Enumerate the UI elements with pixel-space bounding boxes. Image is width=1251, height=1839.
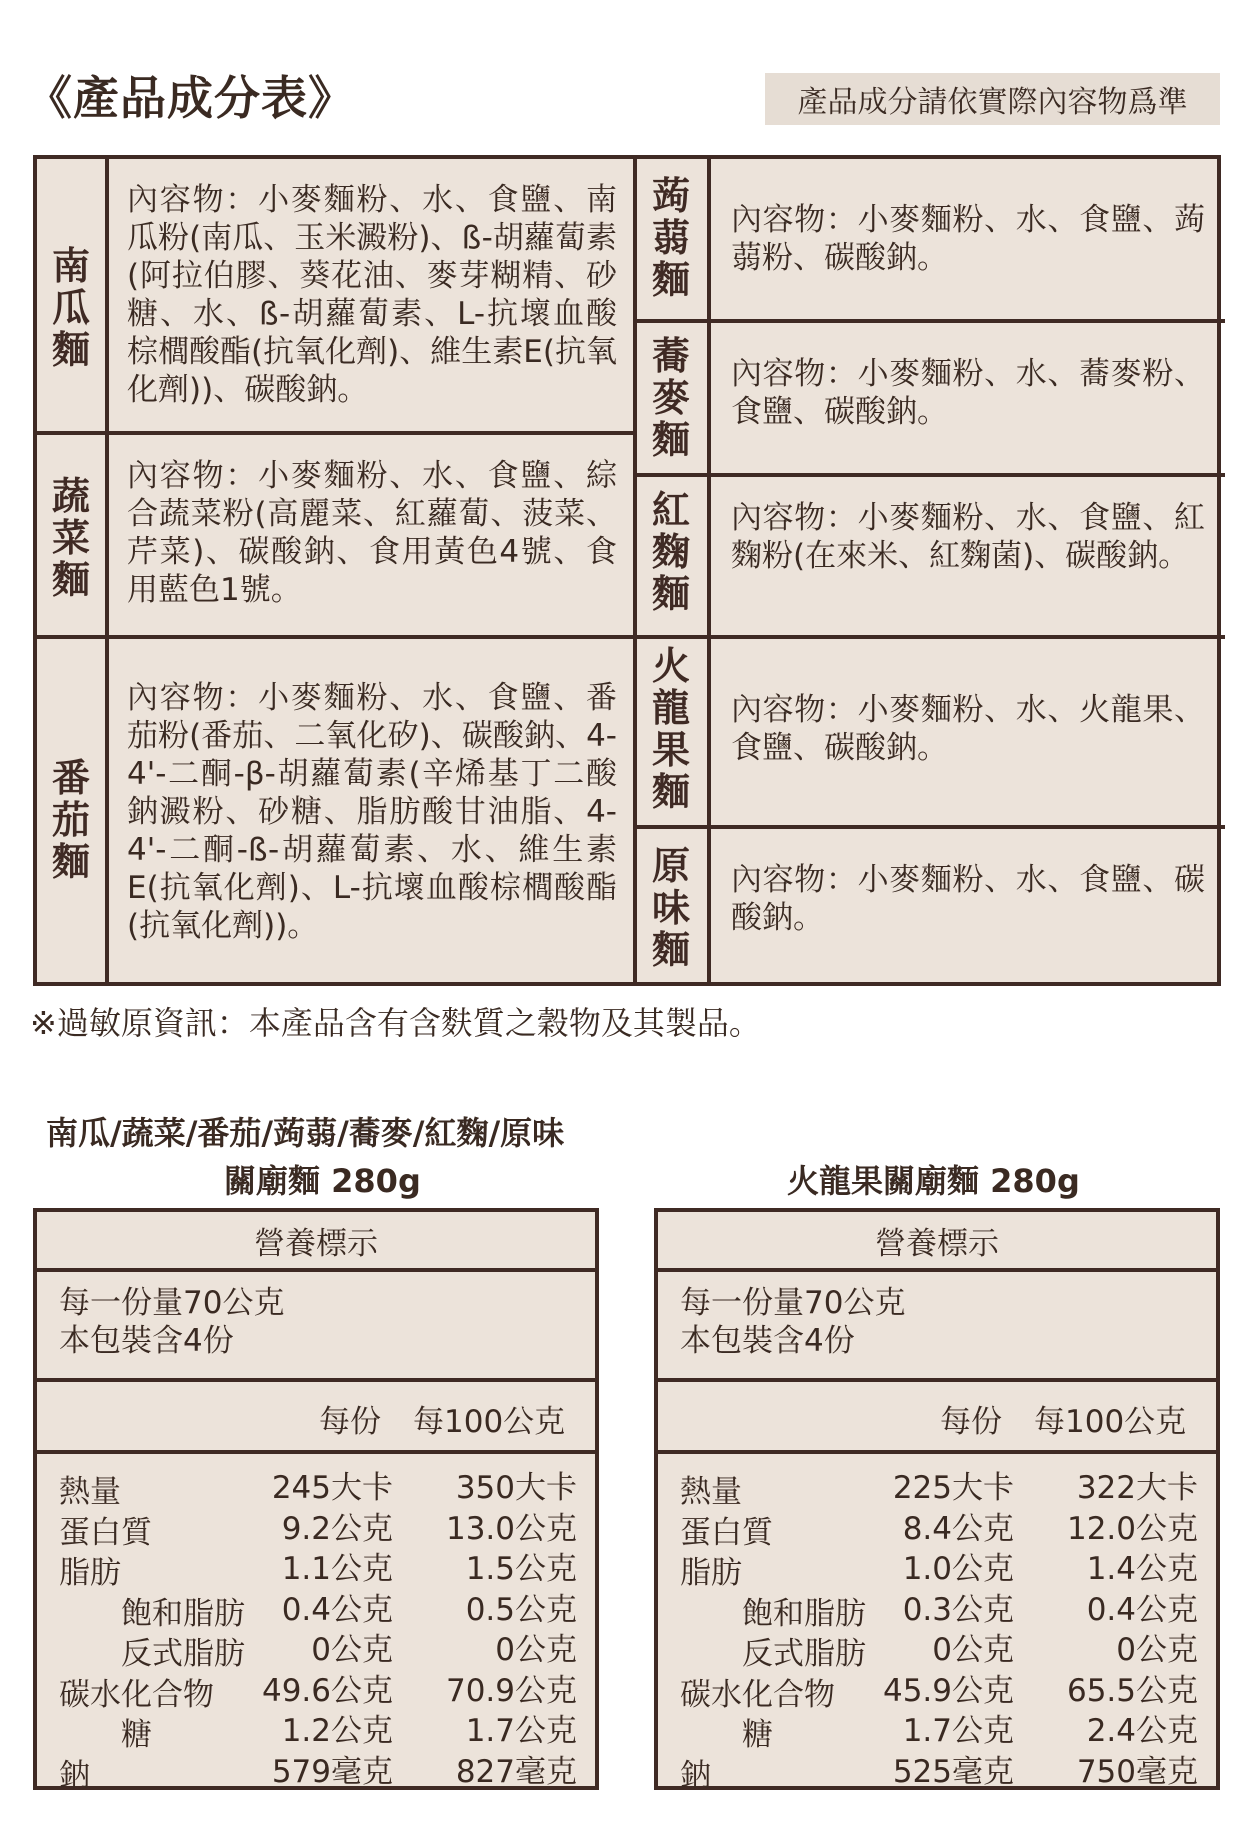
nutrient-label: 反式脂肪	[742, 1636, 866, 1672]
nutrient-label: 碳水化合物	[59, 1676, 214, 1713]
nutrient-per-serving: 1.1公克	[281, 1551, 393, 1587]
column-header-per-100g: 每100公克	[413, 1404, 566, 1440]
label-char: 火	[651, 644, 690, 688]
label-char: 麵	[51, 558, 90, 602]
divider	[105, 159, 109, 982]
label-char: 蔬	[51, 474, 90, 518]
noodle-name-tomato	[48, 757, 94, 883]
nutrient-per-serving: 1.0公克	[902, 1551, 1014, 1587]
nutrient-label: 飽和脂肪	[742, 1595, 866, 1632]
column-header-per-serving: 每份	[940, 1404, 1002, 1440]
serving-size: 每一份量70公克	[59, 1285, 285, 1321]
nutrient-label: 鈉	[680, 1757, 711, 1794]
ingredients-konjac: 內容物：小麥麵粉、水、食鹽、蒟蒻粉、碳酸鈉。	[731, 202, 1205, 276]
label-char: 麵	[51, 840, 90, 884]
nutrient-label: 脂肪	[59, 1555, 121, 1591]
nutrient-per-serving: 1.7公克	[902, 1713, 1014, 1749]
nutrient-per-100g: 322大卡	[1076, 1470, 1198, 1506]
noodle-name-pumpkin	[48, 245, 94, 371]
nutrient-per-serving: 0公克	[311, 1632, 393, 1668]
label-char: 麥	[651, 376, 690, 420]
divider	[37, 1450, 595, 1454]
ingredients-red-yeast: 內容物：小麥麵粉、水、食鹽、紅麴粉(在來米、紅麴菌)、碳酸鈉。	[731, 500, 1205, 574]
label-char: 番	[51, 756, 90, 800]
page-title: 《產品成分表》	[26, 71, 355, 125]
nutrient-per-serving: 0.3公克	[902, 1591, 1014, 1628]
divider	[633, 635, 1225, 639]
ingredients-buckwheat: 內容物：小麥麵粉、水、蕎麥粉、食鹽、碳酸鈉。	[731, 356, 1205, 430]
label-char: 麵	[651, 928, 690, 972]
nutrient-per-serving: 225大卡	[892, 1470, 1014, 1506]
nutrition-header: 營養標示	[254, 1225, 378, 1262]
nutrient-per-100g: 65.5公克	[1066, 1672, 1198, 1709]
nutrient-label: 熱量	[59, 1474, 121, 1510]
label-char: 麵	[651, 770, 690, 814]
divider	[707, 159, 711, 982]
nutrient-per-100g: 0.5公克	[465, 1591, 577, 1628]
divider	[658, 1268, 1216, 1272]
ingredients-table	[33, 155, 1221, 986]
nutrient-label: 碳水化合物	[680, 1676, 835, 1713]
nutrient-per-100g: 827毫克	[455, 1753, 577, 1790]
label-char: 麵	[651, 258, 690, 302]
product-title-line2: 關廟麵 280g	[224, 1162, 421, 1200]
nutrient-label: 飽和脂肪	[121, 1595, 245, 1632]
nutrient-per-100g: 0公克	[1116, 1632, 1198, 1668]
noodle-name-original	[648, 845, 694, 971]
label-char: 龍	[651, 686, 690, 730]
divider	[37, 635, 637, 639]
serving-info	[59, 1284, 284, 1360]
noodle-name-vegetable	[48, 475, 94, 601]
label-char: 麴	[651, 530, 690, 574]
label-char: 蒟	[651, 174, 690, 218]
ingredients-tomato: 內容物：小麥麵粉、水、食鹽、番茄粉(番茄、二氧化矽)、碳酸鈉、4-4'-二酮-β-胡蘿蔔素(辛烯基丁二酸鈉澱粉、砂糖、脂肪酸甘油脂、4-4'-二酮-ß-胡蘿蔔素、水、維生素E(抗氧化劑)、L-抗壞血酸棕櫚酸酯(抗氧化劑))。	[127, 680, 617, 944]
label-char: 蒻	[651, 216, 690, 260]
nutrient-label: 脂肪	[680, 1555, 742, 1591]
label-char: 味	[651, 886, 690, 930]
nutrient-per-100g: 1.4公克	[1086, 1551, 1198, 1587]
nutrient-per-serving: 0公克	[932, 1632, 1014, 1668]
serving-info	[680, 1284, 905, 1360]
allergen-info: ※過敏原資訊：本產品含有含麩質之穀物及其製品。	[30, 1004, 761, 1042]
servings-per-package: 本包裝含4份	[680, 1323, 855, 1359]
nutrient-per-100g: 70.9公克	[445, 1672, 577, 1709]
nutrient-per-serving: 8.4公克	[902, 1510, 1014, 1547]
nutrition-panel	[654, 1208, 1220, 1794]
divider	[37, 1268, 595, 1272]
label-char: 原	[651, 844, 690, 888]
nutrient-per-100g: 2.4公克	[1086, 1713, 1198, 1749]
divider	[633, 319, 1225, 323]
ingredients-pumpkin: 內容物：小麥麵粉、水、食鹽、南瓜粉(南瓜、玉米澱粉)、ß-胡蘿蔔素(阿拉伯膠、葵花油、麥芽糊精、砂糖、水、ß-胡蘿蔔素、L-抗壞血酸棕櫚酸酯(抗氧化劑)、維生素E(抗氧化劑))、碳酸鈉。	[127, 182, 617, 408]
nutrient-label: 熱量	[680, 1474, 742, 1510]
nutrient-per-100g: 750毫克	[1076, 1753, 1198, 1790]
label-char: 麵	[651, 418, 690, 462]
label-char: 茄	[51, 798, 90, 842]
ingredients-dragon-fruit: 內容物：小麥麵粉、水、火龍果、食鹽、碳酸鈉。	[731, 692, 1205, 766]
nutrient-per-serving: 45.9公克	[882, 1672, 1014, 1709]
nutrient-per-serving: 245大卡	[271, 1470, 393, 1506]
nutrient-per-serving: 1.2公克	[281, 1713, 393, 1749]
serving-size: 每一份量70公克	[680, 1285, 906, 1321]
nutrient-per-serving: 9.2公克	[281, 1510, 393, 1547]
noodle-name-buckwheat	[648, 335, 694, 461]
nutrient-per-serving: 525毫克	[892, 1753, 1014, 1790]
ingredients-vegetable: 內容物：小麥麵粉、水、食鹽、綜合蔬菜粉(高麗菜、紅蘿蔔、菠菜、芹菜)、碳酸鈉、食用黃色4號、食用藍色1號。	[127, 458, 617, 608]
column-header-per-100g: 每100公克	[1034, 1404, 1187, 1440]
label-char: 蕎	[651, 334, 690, 378]
column-header-per-serving: 每份	[319, 1404, 381, 1440]
divider	[633, 159, 637, 982]
label-char: 菜	[51, 516, 90, 560]
label-char: 瓜	[51, 286, 90, 330]
nutrient-per-100g: 350大卡	[455, 1470, 577, 1506]
divider	[37, 431, 637, 435]
label-char: 紅	[651, 488, 690, 532]
divider	[658, 1378, 1216, 1382]
divider	[658, 1450, 1216, 1454]
notice-tag: 產品成分請依實際內容物爲準	[765, 73, 1220, 125]
label-char: 麵	[651, 572, 690, 616]
nutrient-per-serving: 579毫克	[271, 1753, 393, 1790]
ingredients-original: 內容物：小麥麵粉、水、食鹽、碳酸鈉。	[731, 862, 1205, 936]
nutrient-per-100g: 12.0公克	[1066, 1510, 1198, 1547]
label-char: 麵	[51, 328, 90, 372]
divider	[633, 825, 1225, 829]
nutrient-per-100g: 13.0公克	[445, 1510, 577, 1547]
label-char: 果	[651, 728, 690, 772]
nutrient-per-serving: 0.4公克	[281, 1591, 393, 1628]
nutrition-header: 營養標示	[875, 1225, 999, 1262]
nutrient-label: 蛋白質	[59, 1514, 152, 1551]
divider	[37, 1378, 595, 1382]
nutrient-label: 反式脂肪	[121, 1636, 245, 1672]
nutrition-panel	[33, 1208, 599, 1794]
noodle-name-dragon-fruit	[648, 645, 694, 813]
noodle-name-konjac	[648, 175, 694, 301]
nutrient-per-100g: 1.7公克	[465, 1713, 577, 1749]
nutrient-label: 鈉	[59, 1757, 90, 1794]
product-title: 火龍果關廟麵 280g	[787, 1162, 1080, 1200]
servings-per-package: 本包裝含4份	[59, 1323, 234, 1359]
divider	[633, 473, 1225, 477]
label-char: 南	[51, 244, 90, 288]
nutrient-per-100g: 0.4公克	[1086, 1591, 1198, 1628]
product-title-line1: 南瓜/蔬菜/番茄/蒟蒻/蕎麥/紅麴/原味	[46, 1114, 565, 1152]
nutrient-per-100g: 1.5公克	[465, 1551, 577, 1587]
nutrient-label: 蛋白質	[680, 1514, 773, 1551]
nutrient-per-serving: 49.6公克	[261, 1672, 393, 1709]
nutrient-per-100g: 0公克	[495, 1632, 577, 1668]
noodle-name-red-yeast	[648, 489, 694, 615]
nutrient-label: 糖	[121, 1717, 152, 1753]
nutrient-label: 糖	[742, 1717, 773, 1753]
